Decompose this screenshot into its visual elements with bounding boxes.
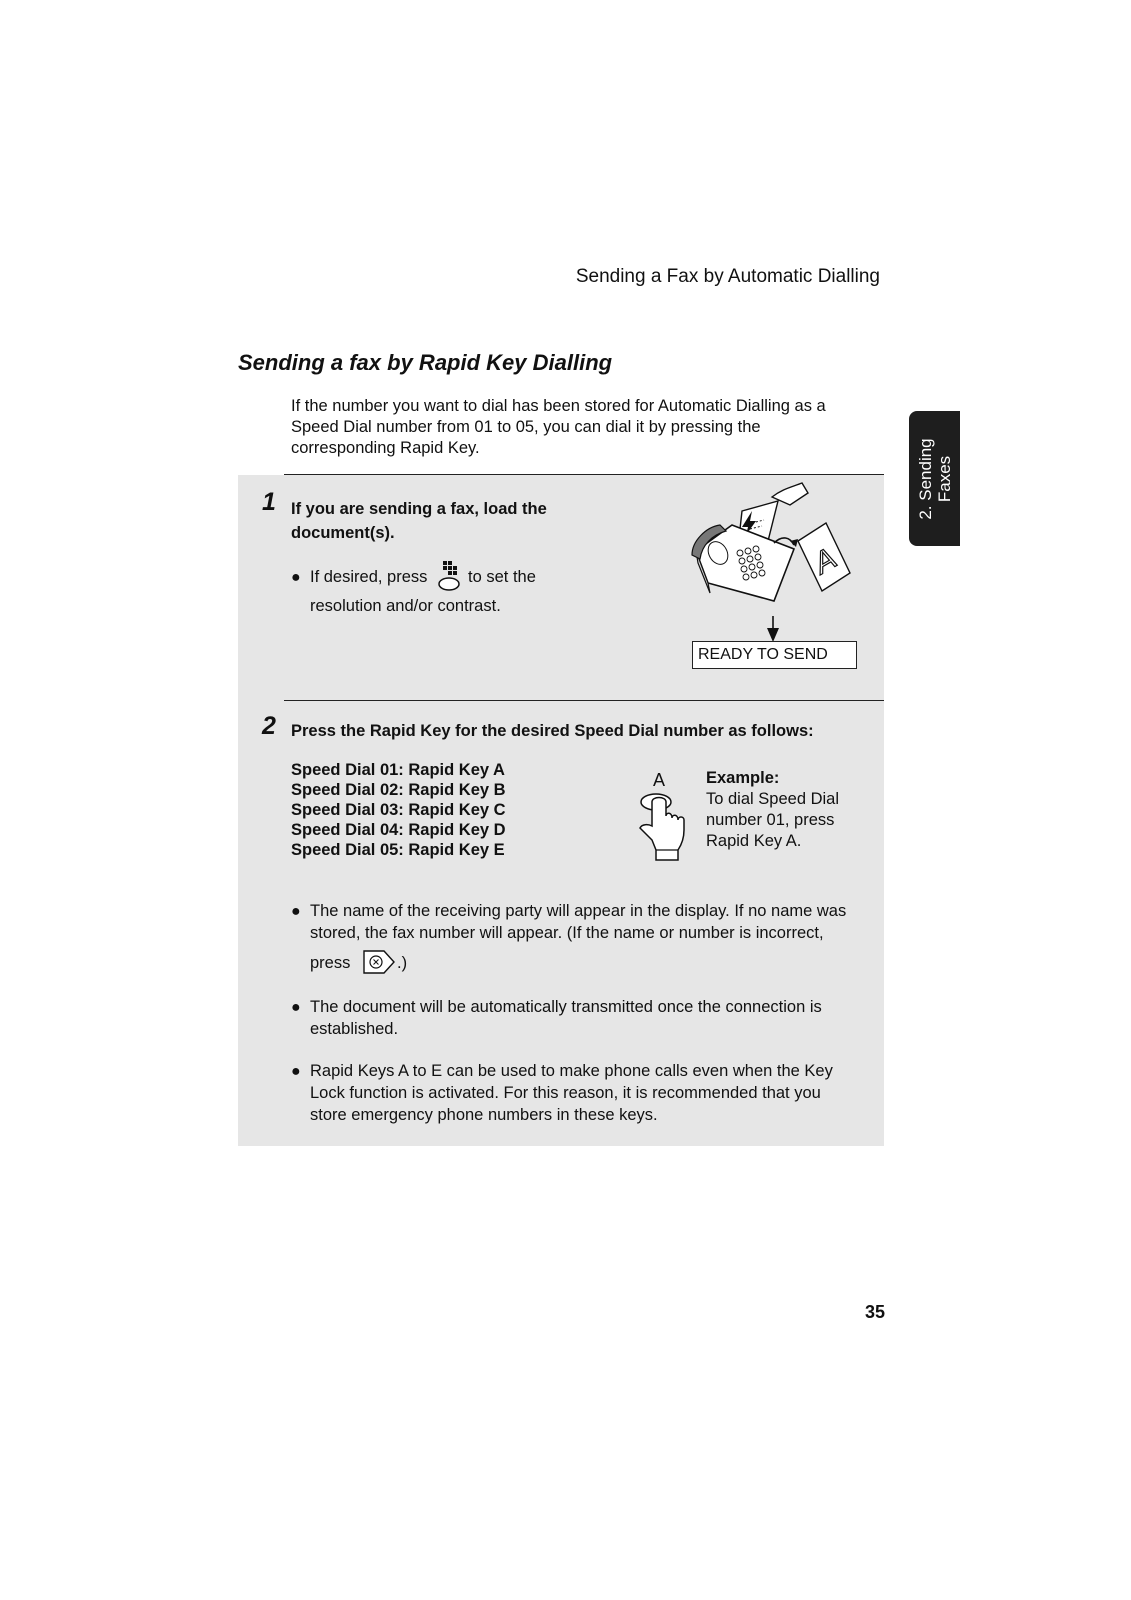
example-line: To dial Speed Dial: [706, 790, 839, 808]
note-3: [310, 1060, 870, 1126]
running-header: Sending a Fax by Automatic Dialling: [575, 266, 880, 287]
note-1: [310, 900, 870, 944]
speed-dial-list: [291, 760, 506, 860]
step1-divider: [284, 474, 884, 475]
intro-paragraph: If the number you want to dial has been stored for Automatic Dialling as a Speed Dial number from 01 to 05, you can dial it by pressing the corresponding Rapid Key.: [291, 397, 826, 457]
example-block: [706, 768, 839, 852]
example-title: Example:: [706, 769, 780, 787]
section-title: Sending a fax by Rapid Key Dialling: [238, 350, 613, 375]
page-number: 35: [865, 1302, 886, 1322]
speed-dial-item: Speed Dial 02: Rapid Key B: [291, 781, 506, 799]
chapter-tab: [909, 411, 960, 546]
note-2-line1: The document will be automatically transmitted once the connection is: [310, 998, 822, 1016]
document-letter: A: [808, 541, 843, 581]
stop-key-icon: [362, 949, 396, 975]
bullet-icon: ●: [291, 999, 301, 1016]
note-1-line2: stored, the fax number will appear. (If the name or number is incorrect,: [310, 924, 824, 942]
step1-title: [291, 497, 621, 545]
finger-pressing-key-icon: [636, 792, 692, 862]
note-1-close: .): [397, 954, 408, 972]
example-line: Rapid Key A.: [706, 832, 802, 850]
down-arrow-icon: [766, 616, 780, 642]
step2-number: 2: [262, 712, 276, 740]
note-1-line1: The name of the receiving party will appear in the display. If no name was: [310, 902, 847, 920]
step2-divider: [284, 700, 884, 701]
note-3-line3: store emergency phone numbers in these keys.: [310, 1106, 658, 1124]
note-3-line2: Lock function is activated. For this reason, it is recommended that you: [310, 1084, 821, 1102]
step1-title-line2: document(s).: [291, 524, 395, 542]
step1-number: 1: [262, 488, 276, 516]
speed-dial-item: Speed Dial 04: Rapid Key D: [291, 821, 506, 839]
step1-title-line1: If you are sending a fax, load the: [291, 500, 547, 518]
bullet-icon: ●: [291, 903, 301, 920]
step1-bullet-text-line2: resolution and/or contrast.: [310, 597, 501, 615]
speed-dial-item: Speed Dial 03: Rapid Key C: [291, 801, 506, 819]
note-3-line1: Rapid Keys A to E can be used to make phone calls even when the Key: [310, 1062, 833, 1080]
bullet-icon: ●: [291, 1063, 301, 1080]
note-1-press: press: [310, 954, 351, 972]
lcd-display: READY TO SEND: [692, 641, 857, 669]
step1-bullet-text-before: If desired, press: [310, 568, 428, 586]
rapid-key-label: A: [653, 770, 666, 790]
step1-bullet-text-after: to set the: [468, 568, 536, 586]
fax-machine-illustration: [690, 483, 860, 618]
resolution-key-icon: [436, 561, 462, 591]
chapter-tab-line1: 2. Sending: [915, 437, 935, 520]
bullet-icon: ●: [291, 569, 301, 586]
note-2: [310, 996, 870, 1040]
example-line: number 01, press: [706, 811, 835, 829]
step2-title: Press the Rapid Key for the desired Speed Dial number as follows:: [291, 722, 814, 740]
speed-dial-item: Speed Dial 01: Rapid Key A: [291, 761, 505, 779]
chapter-tab-label: [916, 438, 954, 519]
note-2-line2: established.: [310, 1020, 399, 1038]
chapter-tab-line2: Faxes: [934, 455, 954, 502]
speed-dial-item: Speed Dial 05: Rapid Key E: [291, 841, 505, 859]
